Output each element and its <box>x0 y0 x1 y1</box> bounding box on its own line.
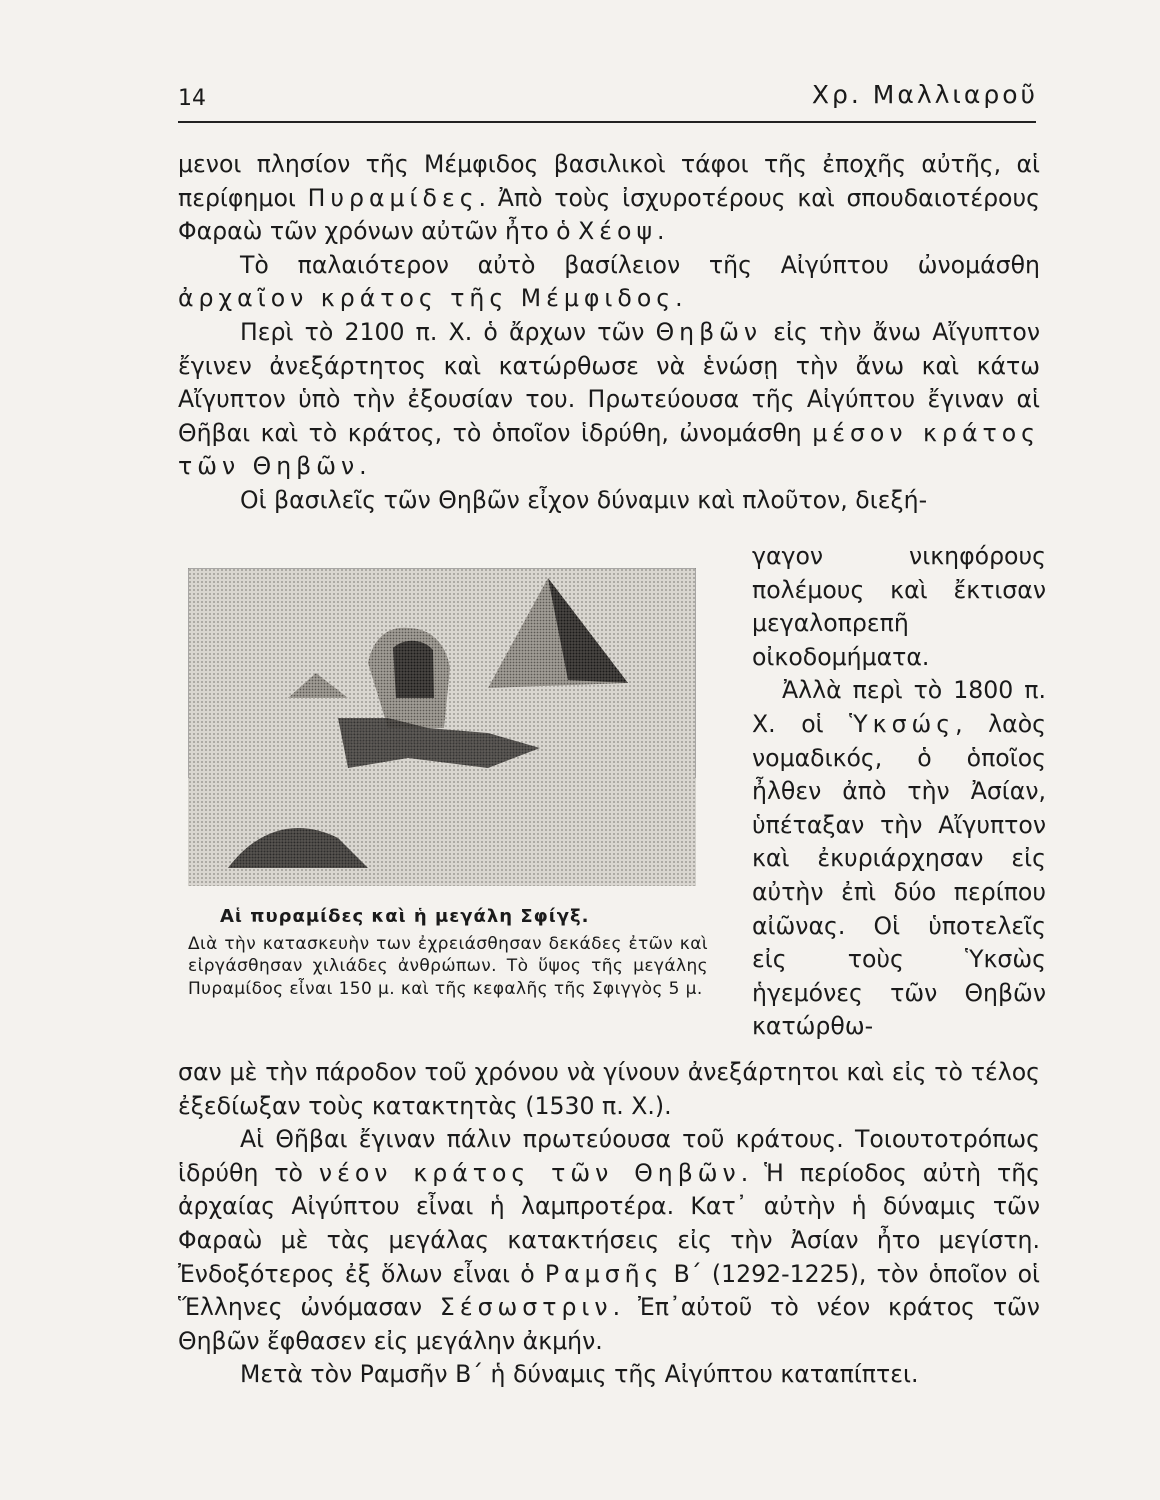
body-text-side <box>752 540 1046 1044</box>
side-paragraph-2: Ἀλλὰ περὶ τὸ 1800 π. Χ. οἱ Ὑκσώς, λαὸς νομαδικός, ὁ ὁποῖος ἦλθεν ἀπὸ τὴν Ἀσίαν, ὑπέταξαν τὴν Αἴγυπτον καὶ ἐκυριάρχησαν εἰς αὐτὴν ἐπὶ δύο περίπου αἰῶνας. Οἱ ὑποτελεῖς εἰς τοὺς Ὑκσὼς ἡγεμόνες τῶν Θηβῶν κατώρθω- <box>752 676 1046 1041</box>
page-number: 14 <box>178 86 206 111</box>
paragraph-4: Οἱ βασιλεῖς τῶν Θηβῶν εἶχον δύναμιν καὶ πλοῦτον, διεξή- <box>240 485 928 514</box>
emphasis-old-kingdom: ἀρχαῖον κράτος τῆς Μέμφιδος <box>178 284 676 313</box>
paragraph-1: μενοι πλησίον τῆς Μέμφιδος βασιλικοὶ τάφοι τῆς ἐποχῆς αὐτῆς, αἱ περίφημοι Πυραμίδες. Ἀπὸ τοὺς ἰσχυροτέρους καὶ σπουδαιοτέρους Φαραὼ τῶν χρόνων αὐτῶν ἦτο ὁ Χέοψ. <box>178 150 1040 246</box>
body-text-bottom <box>178 1056 1040 1392</box>
paragraph-5: σαν μὲ τὴν πάροδον τοῦ χρόνου νὰ γίνουν ἀνεξάρτητοι καὶ εἰς τὸ τέλος ἐξεδίωξαν τοὺς κατακτητὰς (1530 π. Χ.). <box>178 1058 1040 1120</box>
emphasis-cheops: Χέοψ <box>578 217 658 246</box>
emphasis-middle-kingdom: μέσον κράτος τῶν Θηβῶν <box>178 418 1040 481</box>
emphasis-sesostris: Σέσωστριν <box>439 1293 613 1322</box>
photo-pyramids-sphinx <box>188 568 696 886</box>
paragraph-3: Περὶ τὸ 2100 π. Χ. ὁ ἄρχων τῶν Θηβῶν εἰς τὴν ἄνω Αἴγυπτον ἔγινεν ἀνεξάρτητος καὶ κατώρθωσε νὰ ἑνώσῃ τὴν ἄνω καὶ κάτω Αἴγυπτον ὑπὸ τὴν ἐξουσίαν του. Πρωτεύουσα τῆς Αἰγύπτου ἔγιναν αἱ Θῆβαι καὶ τὸ κράτος, τὸ ὁποῖον ἱδρύθη, ὠνομάσθη μέσον κράτος τῶν Θηβῶν. <box>178 317 1040 481</box>
emphasis-ramses: Ραμσῆς <box>544 1259 664 1288</box>
caption-body: Διὰ τὴν κατασκευὴν των ἐχρειάσθησαν δεκάδες ἐτῶν καὶ εἰργάσθησαν χιλιάδες ἀνθρώπων. Τὸ ὕψος τῆς μεγάλης Πυραμίδος εἶναι 150 μ. καὶ τῆς κεφαλῆς τῆς Σφιγγὸς 5 μ. <box>188 933 708 999</box>
body-text-top <box>178 148 1040 518</box>
halftone-photo <box>188 568 696 886</box>
caption-title: Αἱ πυραμίδες καὶ ἡ μεγάλη Σφίγξ. <box>220 906 590 927</box>
paragraph-6: Αἱ Θῆβαι ἔγιναν πάλιν πρωτεύουσα τοῦ κράτους. Τοιουτοτρόπως ἱδρύθη τὸ νέον κράτος τῶν Θηβῶν. Ἡ περίοδος αὐτὴ τῆς ἀρχαίας Αἰγύπτου εἶναι ἡ λαμπροτέρα. Κατ᾿ αὐτὴν ἡ δύναμις τῶν Φαραὼ μὲ τὰς μεγάλας κατακτήσεις εἰς τὴν Ἀσίαν ἦτο μεγίστη. Ἐνδοξότερος ἐξ ὅλων εἶναι ὁ Ραμσῆς Β´ (1292-1225), τὸν ὁποῖον οἱ Ἕλληνες ὠνόμασαν Σέσωστριν. Ἐπ᾿αὐτοῦ τὸ νέον κράτος τῶν Θηβῶν ἔφθασεν εἰς μεγάλην ἀκμήν. <box>178 1125 1040 1355</box>
emphasis-thebes: Θηβῶν <box>655 317 763 346</box>
emphasis-new-kingdom: νέον κράτος τῶν Θηβῶν <box>318 1158 741 1187</box>
header-rule <box>178 121 1036 123</box>
figure-caption <box>188 906 708 1000</box>
paragraph-7: Μετὰ τὸν Ραμσῆν Β´ ἡ δύναμις τῆς Αἰγύπτου καταπίπτει. <box>240 1360 919 1389</box>
emphasis-hyksos: Ὑκσώς <box>849 709 956 738</box>
running-head: Χρ. Μαλλιαροῦ <box>811 80 1038 109</box>
emphasis-pyramids: Πυραμίδες <box>307 183 479 212</box>
paragraph-2: Τὸ παλαιότερον αὐτὸ βασίλειον τῆς Αἰγύπτου ὠνομάσθη ἀρχαῖον κράτος τῆς Μέμφιδος. <box>178 250 1040 313</box>
side-paragraph-1: γαγον νικηφόρους πολέμους καὶ ἔκτισαν μεγαλοπρεπῆ οἰκοδομήματα. <box>752 542 1046 671</box>
